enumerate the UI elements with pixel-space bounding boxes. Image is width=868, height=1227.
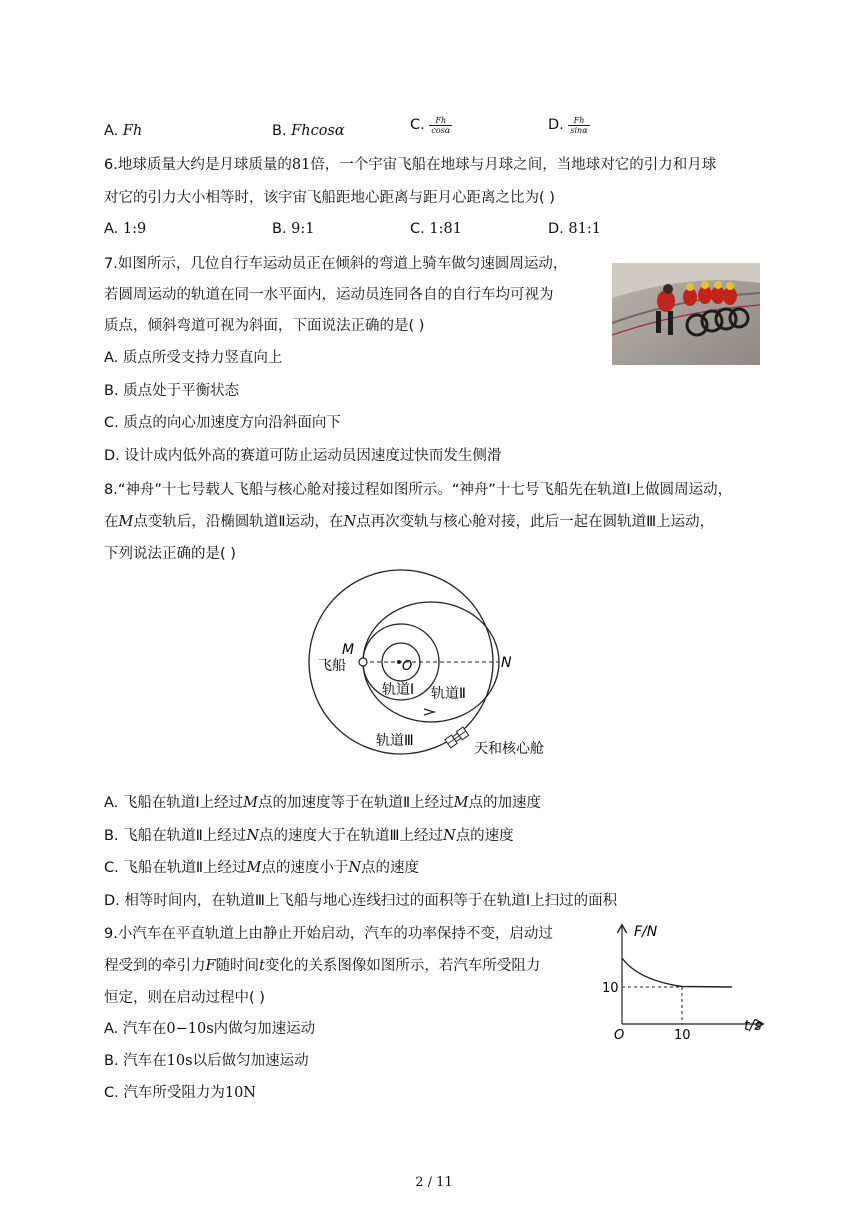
q8-stem-line1: 8.“神舟”十七号载人飞船与核心舱对接过程如图所示。“神舟”十七号飞船先在轨道Ⅰ上做圆周运动， [104,482,733,498]
station-icon [445,727,469,748]
q5-option-d: D. $\frac{Fh}{\sin\alpha}$ [548,115,588,135]
q5-option-b: B. Fhcosα [272,123,345,139]
q8-option-d: D. 相等时间内，在轨道Ⅲ上飞船与地心连线扫过的面积等于在轨道Ⅰ上扫过的面积 [104,893,618,909]
q8-option-c: C. 飞船在轨道Ⅱ上经过M点的速度小于N点的速度 [104,860,420,876]
force-curve [622,958,732,987]
ship-marker [359,658,367,666]
q6-option-b: B. 9:1 [272,221,315,237]
y-tick-label: 10 [602,981,619,996]
direction-arrow-icon [424,709,434,715]
label-o: O [402,659,413,674]
q6-stem-line1: 6.地球质量大约是月球质量的81倍，一个宇宙飞船在地球与月球之间，当地球对它的引力和月球 [104,157,717,173]
label-orbit-1: 轨道Ⅰ [382,682,415,698]
label-orbit-3: 轨道Ⅲ [376,733,414,749]
q9-stem-line3: 恒定，则在启动过程中( ) [104,990,265,1006]
cyclists-photo [612,263,760,365]
q6-stem-line2: 对它的引力大小相等时，该宇宙飞船距地心距离与距月心距离之比为( ) [104,190,555,206]
page-number: 2 / 11 [415,1175,453,1190]
y-axis-label: F/N [634,924,658,940]
label-orbit-2: 轨道Ⅱ [431,686,466,702]
orbit-diagram [296,562,596,772]
q8-option-b: B. 飞船在轨道Ⅱ上经过N点的速度大于在轨道Ⅲ上经过N点的速度 [104,828,514,844]
q9-option-b: B. 汽车在10s以后做匀加速运动 [104,1053,309,1069]
q9-stem-line2: 程受到的牵引力F随时间t变化的关系图像如图所示，若汽车所受阻力 [104,958,541,974]
q8-stem-line2: 在M点变轨后，沿椭圆轨道Ⅱ运动，在N点再次变轨与核心舱对接，此后一起在圆轨道Ⅲ上运动， [104,514,715,530]
q9-stem-line1: 9.小汽车在平直轨道上由静止开始启动，汽车的功率保持不变，启动过 [104,926,553,942]
x-axis-label: t/s [744,1018,762,1034]
q6-option-a: A. 1:9 [104,221,147,237]
q7-option-a: A. 质点所受支持力竖直向上 [104,350,283,366]
q6-option-d: D. 81:1 [548,221,601,237]
force-time-graph [598,918,778,1042]
q8-option-a: A. 飞船在轨道Ⅰ上经过M点的加速度等于在轨道Ⅱ上经过M点的加速度 [104,795,542,811]
q7-stem-line2: 若圆周运动的轨道在同一水平面内，运动员连同各自的自行车均可视为 [104,287,554,303]
label-m: M [342,642,355,658]
q5-option-a: A. Fh [104,123,143,139]
label-ship: 飞船 [318,658,346,674]
q5-option-c: C. $\frac{Fh}{\cos\alpha}$ [410,115,451,135]
origin-label: O [614,1028,625,1042]
x-tick-label: 10 [674,1028,691,1042]
q7-option-b: B. 质点处于平衡状态 [104,383,240,399]
q9-option-c: C. 汽车所受阻力为10N [104,1085,256,1101]
q7-stem-line1: 7.如图所示，几位自行车运动员正在倾斜的弯道上骑车做匀速圆周运动， [104,256,568,272]
q7-stem-line3: 质点，倾斜弯道可视为斜面，下面说法正确的是( ) [104,318,425,334]
q6-option-c: C. 1:81 [410,221,462,237]
q9-option-a: A. 汽车在0−10s内做匀加速运动 [104,1021,316,1037]
q8-stem-line3: 下列说法正确的是( ) [104,546,236,562]
q7-option-c: C. 质点的向心加速度方向沿斜面向下 [104,415,341,431]
label-n: N [501,655,512,671]
label-station: 天和核心舱 [474,741,544,757]
q7-option-d: D. 设计成内低外高的赛道可防止运动员因速度过快而发生侧滑 [104,448,502,464]
